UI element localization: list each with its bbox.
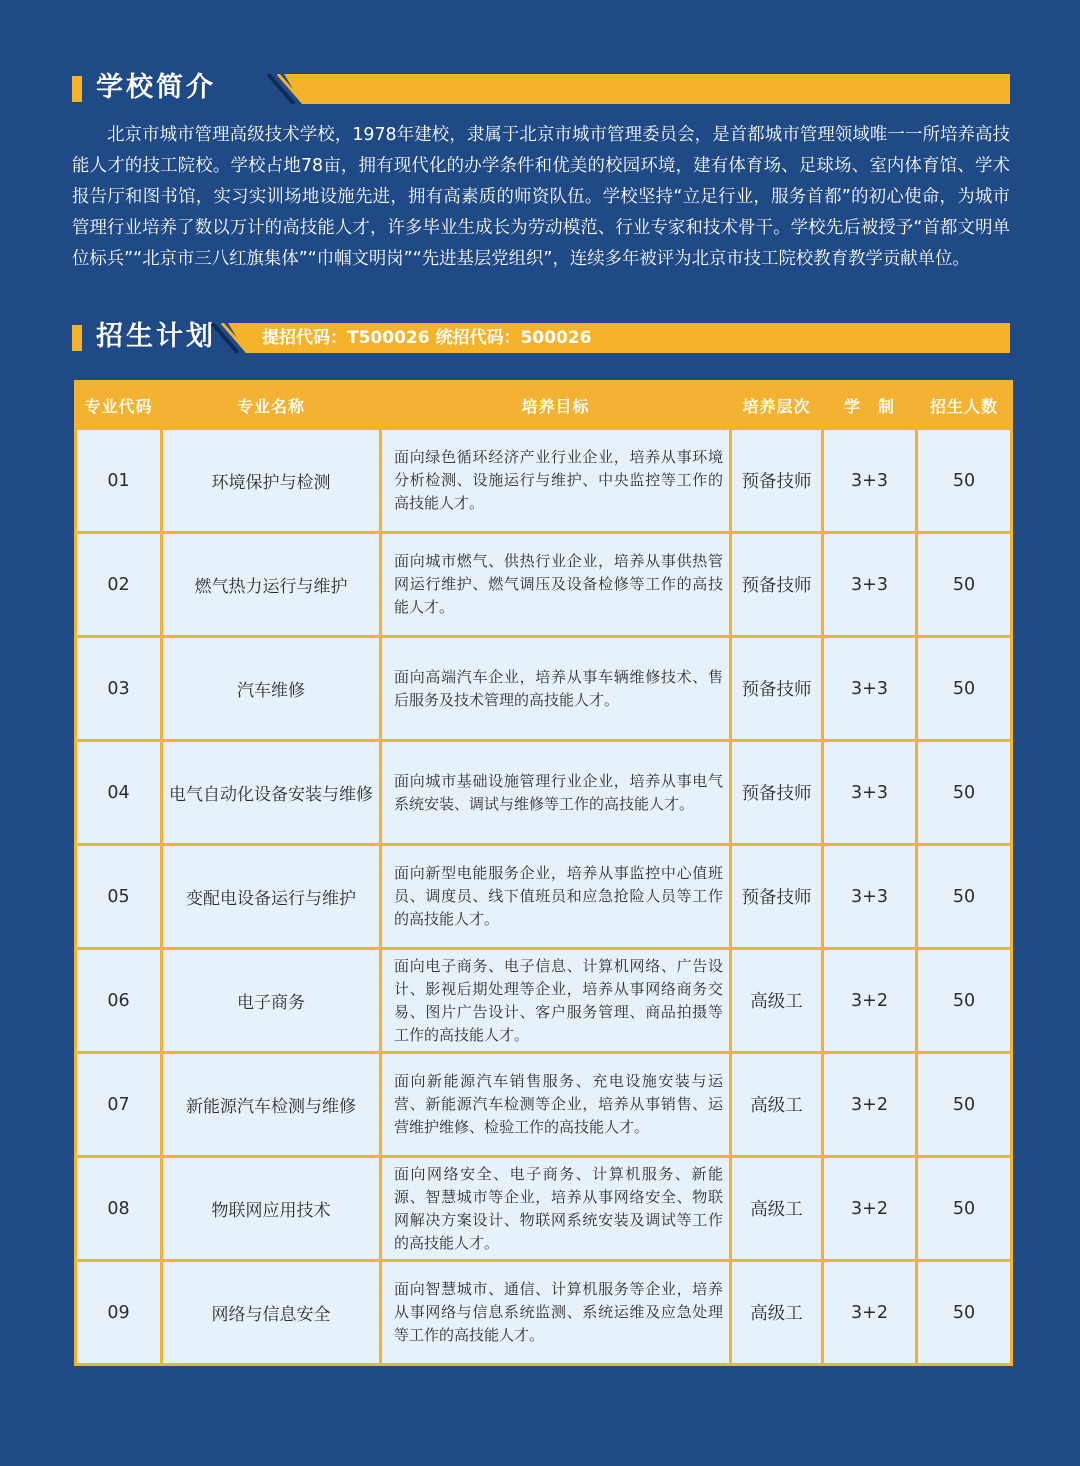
duration: 3+2 [823,1261,917,1365]
major-name: 物联网应用技术 [162,1157,381,1261]
table-row [76,949,1012,1053]
training-goal: 面向新能源汽车销售服务、充电设施安装与运营、新能源汽车检测等企业，培养从事销售、运营维护维修、检验工作的高技能人才。 [381,1053,731,1157]
major-name: 变配电设备运行与维护 [162,845,381,949]
header-major-name: 专业名称 [162,382,381,429]
major-code: 02 [76,533,162,637]
enrollment-count: 50 [917,949,1012,1053]
training-level: 预备技师 [731,533,823,637]
major-code: 09 [76,1261,162,1365]
major-code: 04 [76,741,162,845]
training-goal: 面向绿色循环经济产业行业企业，培养从事环境分析检测、设施运行与维护、中央监控等工作的高技能人才。 [381,429,731,533]
major-code: 03 [76,637,162,741]
table-header-row [76,382,1012,429]
major-code: 08 [76,1157,162,1261]
intro-section-header [72,74,1010,104]
training-goal: 面向城市燃气、供热行业企业，培养从事供热管网运行维护、燃气调压及设备检修等工作的高技能人才。 [381,533,731,637]
table-row [76,845,1012,949]
enrollment-count: 50 [917,845,1012,949]
school-intro-text: 北京市城市管理高级技术学校，1978年建校，隶属于北京市城市管理委员会，是首都城市管理领域唯一一所培养高技能人才的技工院校。学校占地78亩，拥有现代化的办学条件和优美的校园环境，建有体育场、足球场、室内体育馆、学术报告厅和图书馆，实习实训场地设施先进，拥有高素质的师资队伍。学校坚持“立足行业，服务首都”的初心使命，为城市管理行业培养了数以万计的高技能人才，许多毕业生成长为劳动模范、行业专家和技术骨干。学校先后被授予“首都文明单位标兵”“北京市三八红旗集体”“巾帼文明岗”“先进基层党组织”，连续多年被评为北京市技工院校教育教学贡献单位。 [72,125,1010,269]
major-name: 汽车维修 [162,637,381,741]
duration: 3+2 [823,1053,917,1157]
training-level: 高级工 [731,949,823,1053]
training-goal: 面向高端汽车企业，培养从事车辆维修技术、售后服务及技术管理的高技能人才。 [381,637,731,741]
header-enrollment-count: 招生人数 [917,382,1012,429]
duration: 3+3 [823,533,917,637]
header-major-code: 专业代码 [76,382,162,429]
major-name: 燃气热力运行与维护 [162,533,381,637]
major-code: 07 [76,1053,162,1157]
enrollment-count: 50 [917,1261,1012,1365]
table-row [76,637,1012,741]
header-training-goal: 培养目标 [381,382,731,429]
major-code: 01 [76,429,162,533]
training-level: 高级工 [731,1157,823,1261]
plan-section-title: 招生计划 [96,321,216,352]
training-level: 预备技师 [731,429,823,533]
table-row [76,533,1012,637]
training-goal: 面向城市基础设施管理行业企业，培养从事电气系统安装、调试与维修等工作的高技能人才。 [381,741,731,845]
major-name: 新能源汽车检测与维修 [162,1053,381,1157]
enrollment-count: 50 [917,1053,1012,1157]
table-row [76,1157,1012,1261]
enrollment-count: 50 [917,741,1012,845]
training-level: 预备技师 [731,637,823,741]
enrollment-count: 50 [917,533,1012,637]
plan-section-header [72,323,1010,353]
header-accent-bar [72,325,82,351]
training-level: 高级工 [731,1261,823,1365]
training-goal: 面向网络安全、电子商务、计算机服务、新能源、智慧城市等企业，培养从事网络安全、物联网解决方案设计、物联网系统安装及调试等工作的高技能人才。 [381,1157,731,1261]
enrollment-count: 50 [917,429,1012,533]
duration: 3+3 [823,845,917,949]
header-training-level: 培养层次 [731,382,823,429]
header-duration: 学 制 [823,382,917,429]
duration: 3+3 [823,429,917,533]
duration: 3+2 [823,1157,917,1261]
enrollment-count: 50 [917,1157,1012,1261]
duration: 3+3 [823,741,917,845]
training-level: 预备技师 [731,845,823,949]
admission-codes: 提招代码：T500026 统招代码：500026 [262,328,592,348]
table-row [76,429,1012,533]
major-name: 电气自动化设备安装与维修 [162,741,381,845]
major-code: 05 [76,845,162,949]
table-row [76,1053,1012,1157]
table-row [76,741,1012,845]
major-name: 电子商务 [162,949,381,1053]
major-code: 06 [76,949,162,1053]
enrollment-count: 50 [917,637,1012,741]
training-goal: 面向新型电能服务企业，培养从事监控中心值班员、调度员、线下值班员和应急抢险人员等工作的高技能人才。 [381,845,731,949]
table-row [76,1261,1012,1365]
enrollment-plan-table [74,380,1013,1366]
training-level: 预备技师 [731,741,823,845]
major-name: 环境保护与检测 [162,429,381,533]
header-accent-bar [72,76,82,102]
training-goal: 面向智慧城市、通信、计算机服务等企业，培养从事网络与信息系统监测、系统运维及应急处理等工作的高技能人才。 [381,1261,731,1365]
duration: 3+3 [823,637,917,741]
intro-section-title: 学校简介 [96,72,216,103]
duration: 3+2 [823,949,917,1053]
major-name: 网络与信息安全 [162,1261,381,1365]
training-goal: 面向电子商务、电子信息、计算机网络、广告设计、影视后期处理等企业，培养从事网络商务交易、图片广告设计、客户服务管理、商品拍摄等工作的高技能人才。 [381,949,731,1053]
training-level: 高级工 [731,1053,823,1157]
